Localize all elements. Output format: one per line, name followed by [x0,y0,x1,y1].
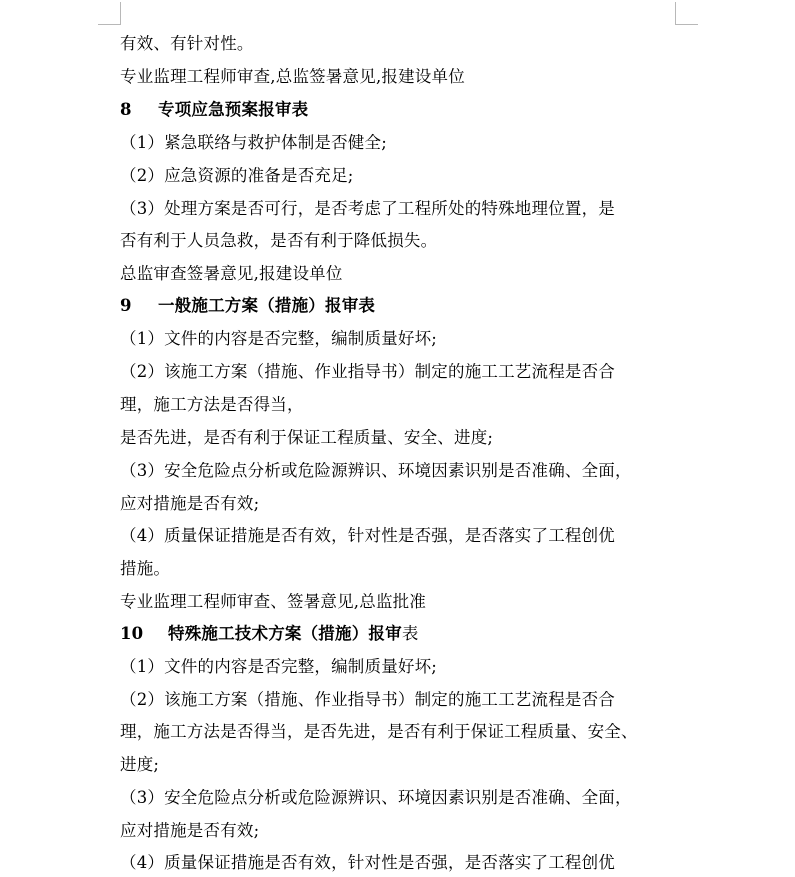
paragraph-line: 进度; [120,755,160,774]
paragraph-line: 应对措施是否有效; [120,494,260,513]
list-item: （2）该施工方案（措施、作业指导书）制定的施工工艺流程是否合 [120,690,615,709]
list-item: （4）质量保证措施是否有效，针对性是否强，是否落实了工程创优 [120,853,615,872]
list-item: （1）文件的内容是否完整，编制质量好坏; [120,657,438,676]
paragraph-line: 总监审查签暑意见,报建设单位 [120,264,343,283]
right-margin-corner-mark [675,2,698,25]
list-item: （3）处理方案是否可行，是否考虑了工程所处的特殊地理位置，是 [120,199,615,218]
left-margin-corner-mark [98,2,121,25]
section-title: 特殊施工技术方案（措施）报审 [168,624,402,643]
section-title-suffix: 表 [401,624,419,643]
paragraph-line: 应对措施是否有效; [120,821,260,840]
paragraph-line: 措施。 [120,559,171,578]
list-item: （3）安全危险点分析或危险源辨识、环境因素识别是否准确、全面， [120,788,632,807]
paragraph-line: 理，施工方法是否得当，是否先进，是否有利于保证工程质量、安全、 [120,722,638,741]
section-number: 8 [120,100,132,119]
section-heading-8 [120,100,680,120]
paragraph-line: 专业监理工程师审查,总监签暑意见,报建设单位 [120,67,465,86]
paragraph-line: 有效、有针对性。 [120,34,254,53]
section-number: 10 [120,624,144,643]
section-heading-9 [120,296,680,316]
paragraph-line: 专业监理工程师审查、签暑意见,总监批准 [120,592,427,611]
list-item: （1）紧急联络与救护体制是否健全; [120,133,387,152]
section-title: 一般施工方案（措施）报审表 [158,296,376,315]
list-item: （2）应急资源的准备是否充足; [120,166,354,185]
paragraph-line: 否有利于人员急救，是否有利于降低损失。 [120,231,438,250]
list-item: （1）文件的内容是否完整，编制质量好坏; [120,329,438,348]
list-item: （4）质量保证措施是否有效，针对性是否强，是否落实了工程创优 [120,526,615,545]
section-heading-10 [120,624,680,644]
paragraph-line: 是否先进，是否有利于保证工程质量、安全、进度; [120,428,494,447]
list-item: （3）安全危险点分析或危险源辨识、环境因素识别是否准确、全面， [120,461,632,480]
list-item: （2）该施工方案（措施、作业指导书）制定的施工工艺流程是否合 [120,362,615,381]
section-title: 专项应急预案报审表 [158,100,309,119]
paragraph-line: 理，施工方法是否得当， [120,395,304,414]
section-number: 9 [120,296,132,315]
